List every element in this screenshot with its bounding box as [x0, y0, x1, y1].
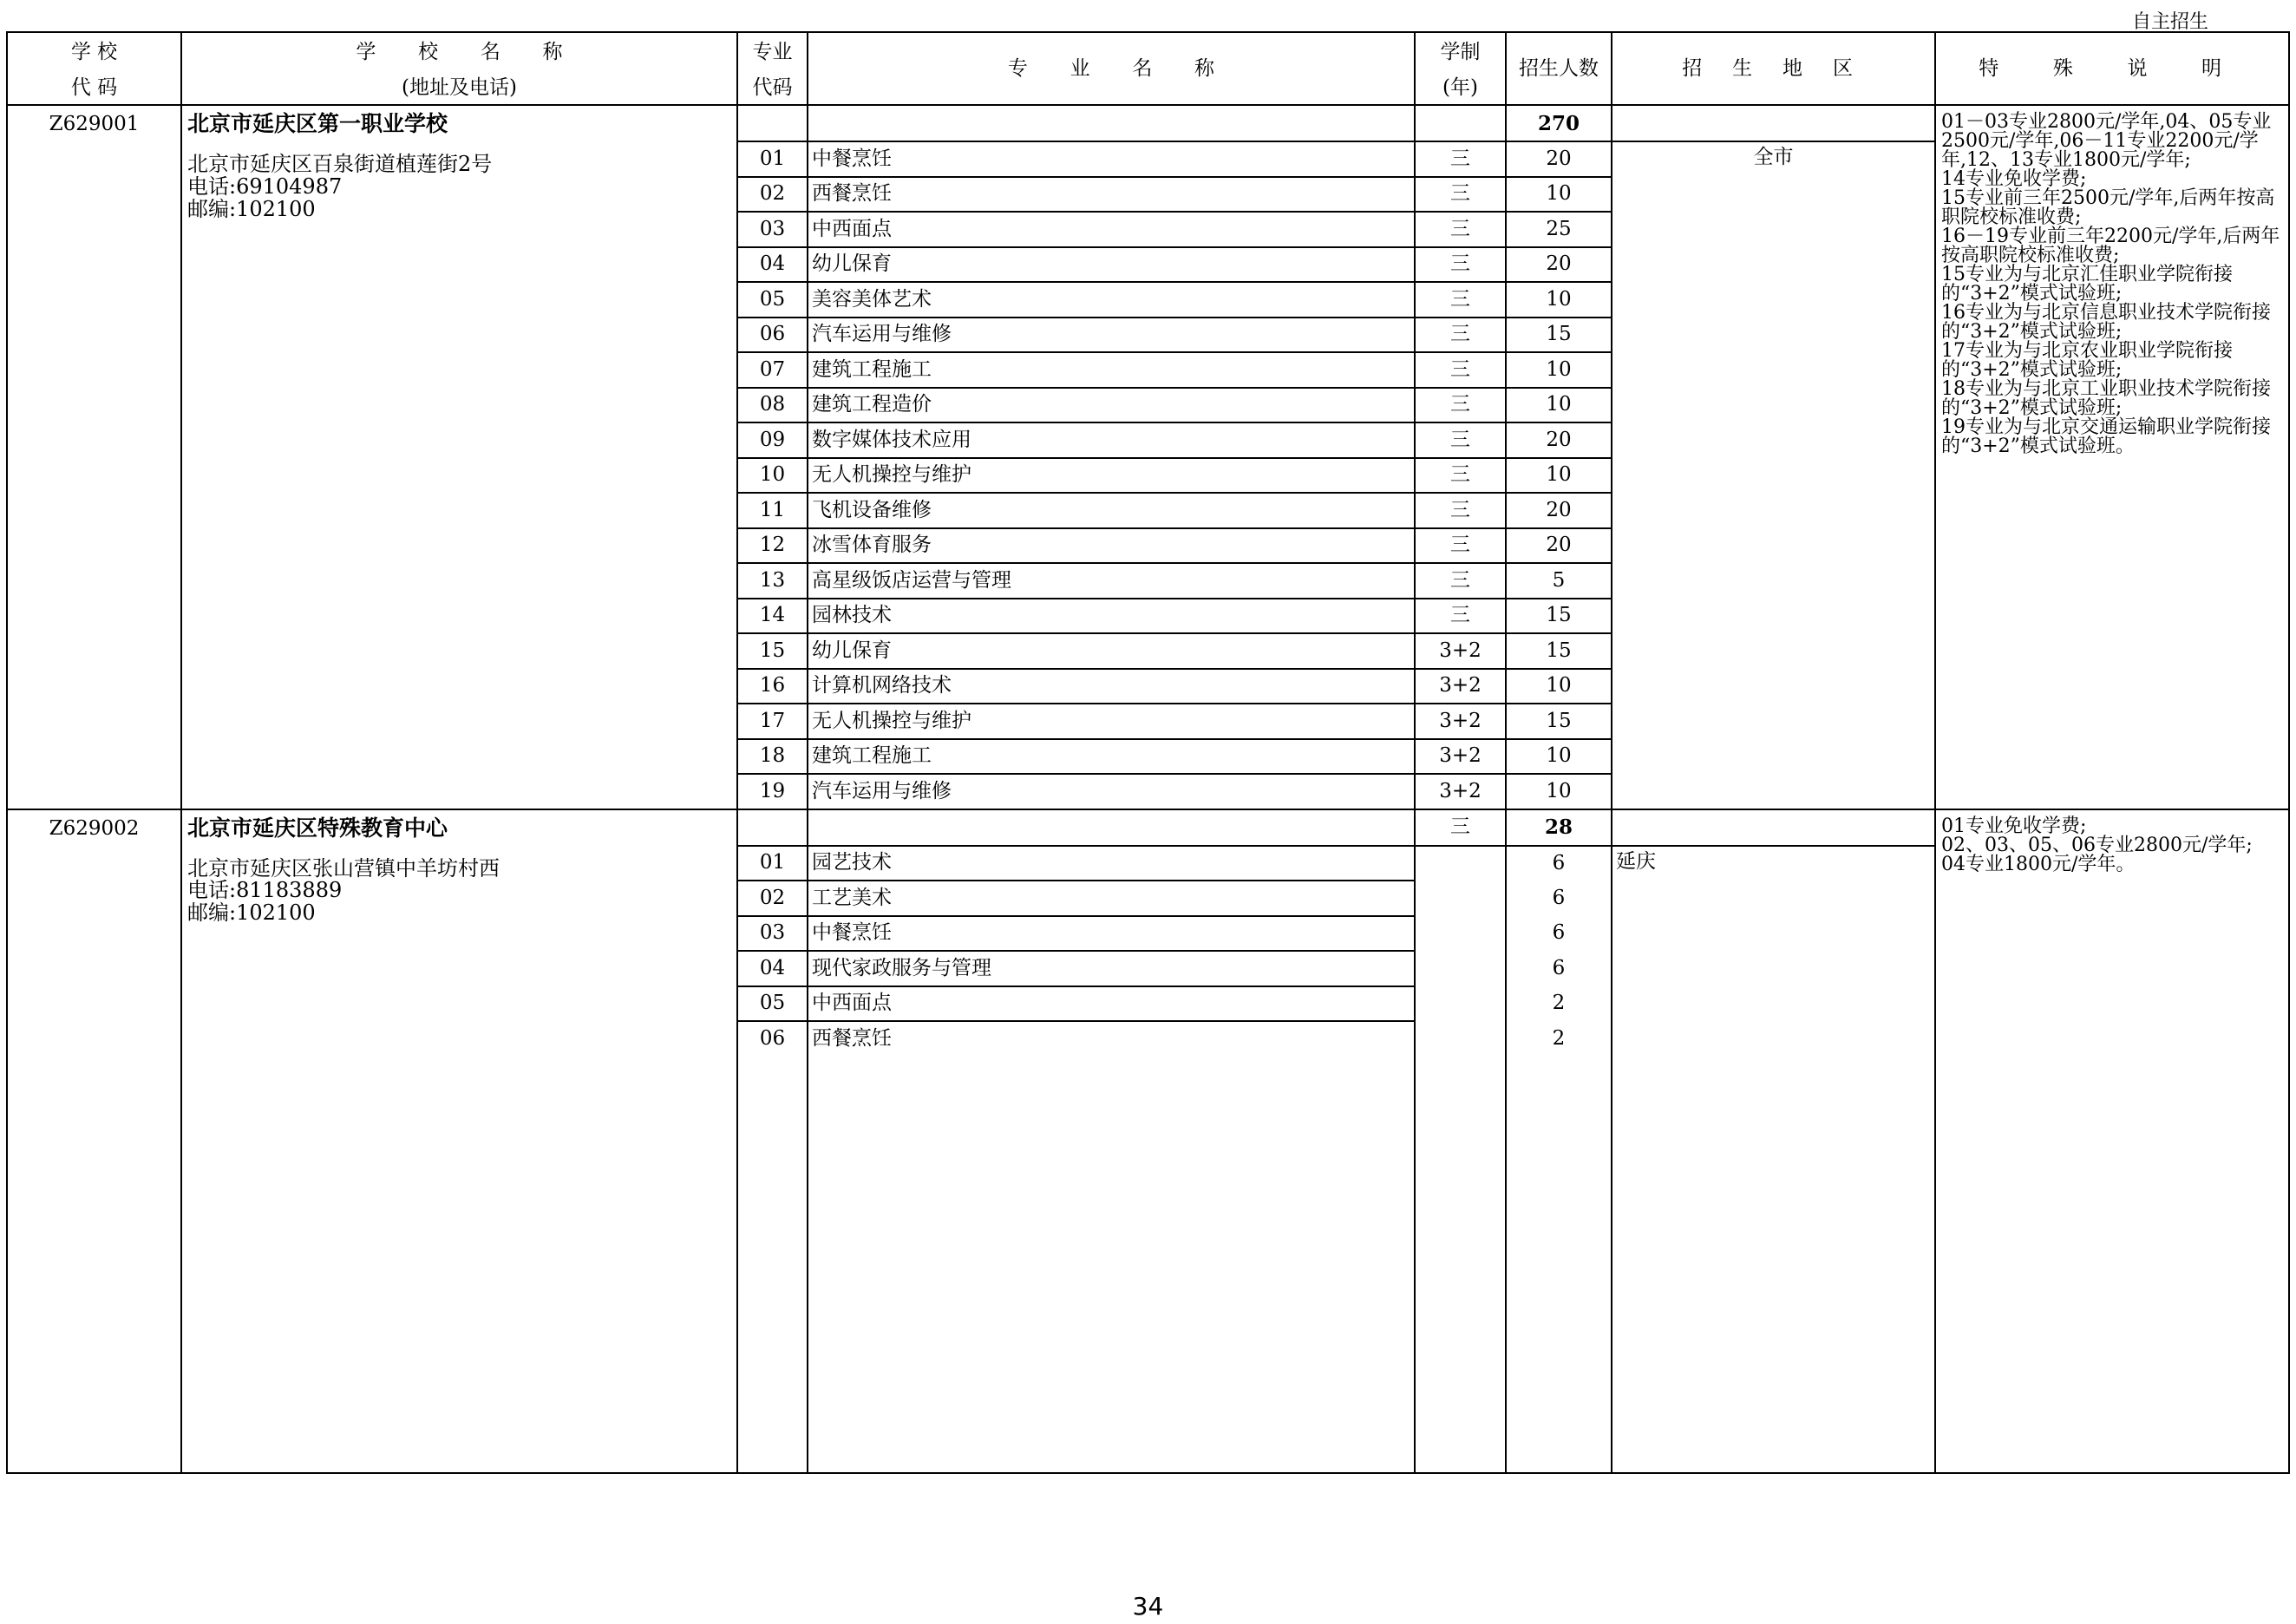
major-duration: 三 — [1415, 563, 1506, 599]
major-count: 20 — [1506, 141, 1612, 177]
region-head — [1612, 105, 1935, 141]
region-cell — [1612, 846, 1935, 1473]
header-major-name: 专 业 名 称 — [808, 32, 1415, 105]
header-major-code-1: 专业 — [737, 32, 808, 72]
major-code: 01 — [737, 846, 808, 881]
filler-cell — [1506, 1057, 1612, 1473]
major-count: 10 — [1506, 282, 1612, 318]
note-line: 01－03专业2800元/学年,04、05专业2500元/学年,06－11专业2200元/学年,12、13专业1800元/学年; — [1941, 111, 2272, 171]
major-count: 15 — [1506, 318, 1612, 353]
school-address: 北京市延庆区张山营镇中羊坊村西 — [187, 855, 500, 881]
region-text: 全市 — [1753, 146, 1794, 168]
major-name: 高星级饭店运营与管理 — [808, 563, 1415, 599]
header-school-name-1: 学 校 名 称 — [181, 32, 737, 72]
school-phone: 电话:69104987 — [187, 174, 343, 199]
header-notes: 特 殊 说 明 — [1935, 32, 2289, 105]
major-duration — [1415, 1021, 1506, 1057]
major-count: 15 — [1506, 599, 1612, 634]
major-count: 6 — [1506, 951, 1612, 986]
major-count: 6 — [1506, 916, 1612, 952]
header-school-name-2: (地址及电话) — [181, 72, 737, 105]
major-code: 17 — [737, 704, 808, 739]
school-phone: 电话:81183889 — [187, 878, 343, 903]
note-line: 01专业免收学费; — [1941, 815, 2087, 837]
page-number: 34 — [1132, 1592, 1164, 1621]
major-name: 工艺美术 — [808, 881, 1415, 916]
major-count: 10 — [1506, 352, 1612, 388]
major-code: 18 — [737, 739, 808, 775]
major-code: 04 — [737, 951, 808, 986]
header-enrollment: 招生人数 — [1506, 32, 1612, 105]
major-code: 03 — [737, 212, 808, 247]
major-duration: 3+2 — [1415, 774, 1506, 809]
filler-cell — [737, 1057, 808, 1473]
major-code: 02 — [737, 881, 808, 916]
major-count: 10 — [1506, 739, 1612, 775]
school-info — [181, 105, 737, 809]
major-name: 现代家政服务与管理 — [808, 951, 1415, 986]
header-major-code-2: 代码 — [737, 72, 808, 105]
major-code: 11 — [737, 493, 808, 528]
school-code: Z629002 — [7, 809, 181, 1473]
major-code — [737, 105, 808, 141]
major-duration — [1415, 846, 1506, 881]
major-code: 13 — [737, 563, 808, 599]
header-region: 招 生 地 区 — [1612, 32, 1935, 105]
major-count: 10 — [1506, 458, 1612, 494]
note-line: 15专业为与北京汇佳职业学院衔接的“3+2”模式试验班; — [1941, 264, 2233, 304]
major-count: 10 — [1506, 177, 1612, 213]
school-notes — [1935, 105, 2289, 809]
major-count: 20 — [1506, 528, 1612, 564]
major-name: 建筑工程施工 — [808, 352, 1415, 388]
major-name: 幼儿保育 — [808, 633, 1415, 669]
major-duration: 三 — [1415, 458, 1506, 494]
note-line: 02、03、05、06专业2800元/学年; — [1941, 834, 2253, 856]
major-duration: 三 — [1415, 247, 1506, 283]
note-line: 15专业前三年2500元/学年,后两年按高职院校标准收费; — [1941, 187, 2275, 228]
school-postcode: 邮编:102100 — [187, 196, 316, 221]
major-code: 04 — [737, 247, 808, 283]
school-address: 北京市延庆区百泉街道植莲街2号 — [187, 152, 493, 176]
major-name: 计算机网络技术 — [808, 669, 1415, 704]
header-duration-2: (年) — [1415, 72, 1506, 105]
region-head — [1612, 809, 1935, 846]
header-school-code-2: 代 码 — [7, 72, 181, 105]
filler-cell — [808, 1057, 1415, 1473]
major-code: 19 — [737, 774, 808, 809]
major-name: 中餐烹饪 — [808, 141, 1415, 177]
major-code: 03 — [737, 916, 808, 952]
major-code: 07 — [737, 352, 808, 388]
major-code: 15 — [737, 633, 808, 669]
school-name: 北京市延庆区特殊教育中心 — [187, 815, 448, 841]
major-duration: 三 — [1415, 422, 1506, 458]
school-name: 北京市延庆区第一职业学校 — [187, 111, 448, 136]
major-duration: 3+2 — [1415, 704, 1506, 739]
header-school-code-1: 学 校 — [7, 32, 181, 72]
major-duration — [1415, 916, 1506, 952]
major-count: 2 — [1506, 1021, 1612, 1057]
major-name: 西餐烹饪 — [808, 1021, 1415, 1057]
note-line: 18专业为与北京工业职业技术学院衔接的“3+2”模式试验班; — [1941, 378, 2271, 419]
major-duration: 三 — [1415, 599, 1506, 634]
major-name: 冰雪体育服务 — [808, 528, 1415, 564]
enrollment-table — [6, 31, 2290, 1474]
major-count: 25 — [1506, 212, 1612, 247]
major-duration: 三 — [1415, 809, 1506, 846]
major-duration: 三 — [1415, 318, 1506, 353]
school-total: 270 — [1506, 105, 1612, 141]
major-duration: 三 — [1415, 388, 1506, 423]
major-count: 15 — [1506, 704, 1612, 739]
school-row — [7, 809, 2289, 846]
major-count: 20 — [1506, 493, 1612, 528]
major-name — [808, 105, 1415, 141]
major-code: 14 — [737, 599, 808, 634]
major-code: 01 — [737, 141, 808, 177]
major-code: 16 — [737, 669, 808, 704]
major-code — [737, 809, 808, 846]
major-count: 5 — [1506, 563, 1612, 599]
school-info — [181, 809, 737, 1473]
major-duration: 三 — [1415, 352, 1506, 388]
major-duration: 三 — [1415, 141, 1506, 177]
major-count: 6 — [1506, 846, 1612, 881]
major-duration: 三 — [1415, 212, 1506, 247]
major-duration: 三 — [1415, 177, 1506, 213]
major-code: 09 — [737, 422, 808, 458]
major-code: 06 — [737, 1021, 808, 1057]
major-duration: 3+2 — [1415, 633, 1506, 669]
major-code: 08 — [737, 388, 808, 423]
note-line: 16专业为与北京信息职业技术学院衔接的“3+2”模式试验班; — [1941, 302, 2271, 343]
major-duration — [1415, 951, 1506, 986]
major-name: 建筑工程施工 — [808, 739, 1415, 775]
major-name: 中西面点 — [808, 212, 1415, 247]
major-name: 幼儿保育 — [808, 247, 1415, 283]
header-duration-1: 学制 — [1415, 32, 1506, 72]
major-count: 20 — [1506, 247, 1612, 283]
major-count: 10 — [1506, 774, 1612, 809]
header-row-1 — [7, 32, 2289, 72]
major-count: 10 — [1506, 388, 1612, 423]
major-duration: 三 — [1415, 528, 1506, 564]
major-code: 05 — [737, 986, 808, 1022]
major-name: 园林技术 — [808, 599, 1415, 634]
major-name: 汽车运用与维修 — [808, 318, 1415, 353]
major-count: 2 — [1506, 986, 1612, 1022]
region-text: 延庆 — [1616, 849, 1656, 873]
major-name: 飞机设备维修 — [808, 493, 1415, 528]
major-count: 15 — [1506, 633, 1612, 669]
major-count: 6 — [1506, 881, 1612, 916]
major-name: 无人机操控与维护 — [808, 704, 1415, 739]
note-line: 14专业免收学费; — [1941, 168, 2087, 190]
major-duration: 3+2 — [1415, 669, 1506, 704]
school-code: Z629001 — [7, 105, 181, 809]
major-name: 无人机操控与维护 — [808, 458, 1415, 494]
major-duration: 3+2 — [1415, 739, 1506, 775]
major-code: 06 — [737, 318, 808, 353]
school-notes — [1935, 809, 2289, 1473]
school-total: 28 — [1506, 809, 1612, 846]
major-code: 10 — [737, 458, 808, 494]
major-name: 美容美体艺术 — [808, 282, 1415, 318]
major-duration — [1415, 986, 1506, 1022]
major-count: 10 — [1506, 669, 1612, 704]
major-code: 12 — [737, 528, 808, 564]
school-postcode: 邮编:102100 — [187, 900, 316, 926]
major-duration — [1415, 105, 1506, 141]
note-line: 17专业为与北京农业职业学院衔接的“3+2”模式试验班; — [1941, 340, 2233, 381]
filler-cell — [1415, 1057, 1506, 1473]
major-name: 数字媒体技术应用 — [808, 422, 1415, 458]
major-name — [808, 809, 1415, 846]
note-line: 16－19专业前三年2200元/学年,后两年按高职院校标准收费; — [1941, 226, 2280, 266]
major-duration: 三 — [1415, 282, 1506, 318]
major-name: 西餐烹饪 — [808, 177, 1415, 213]
page-tag: 自主招生 — [2132, 11, 2209, 33]
major-count: 20 — [1506, 422, 1612, 458]
major-name: 汽车运用与维修 — [808, 774, 1415, 809]
major-code: 05 — [737, 282, 808, 318]
major-duration: 三 — [1415, 493, 1506, 528]
major-name: 中餐烹饪 — [808, 916, 1415, 952]
major-name: 园艺技术 — [808, 846, 1415, 881]
note-line: 04专业1800元/学年。 — [1941, 853, 2136, 875]
region-cell — [1612, 141, 1935, 809]
major-code: 02 — [737, 177, 808, 213]
major-name: 中西面点 — [808, 986, 1415, 1022]
school-row — [7, 105, 2289, 141]
note-line: 19专业为与北京交通运输职业学院衔接的“3+2”模式试验班。 — [1941, 416, 2271, 457]
major-name: 建筑工程造价 — [808, 388, 1415, 423]
major-duration — [1415, 881, 1506, 916]
